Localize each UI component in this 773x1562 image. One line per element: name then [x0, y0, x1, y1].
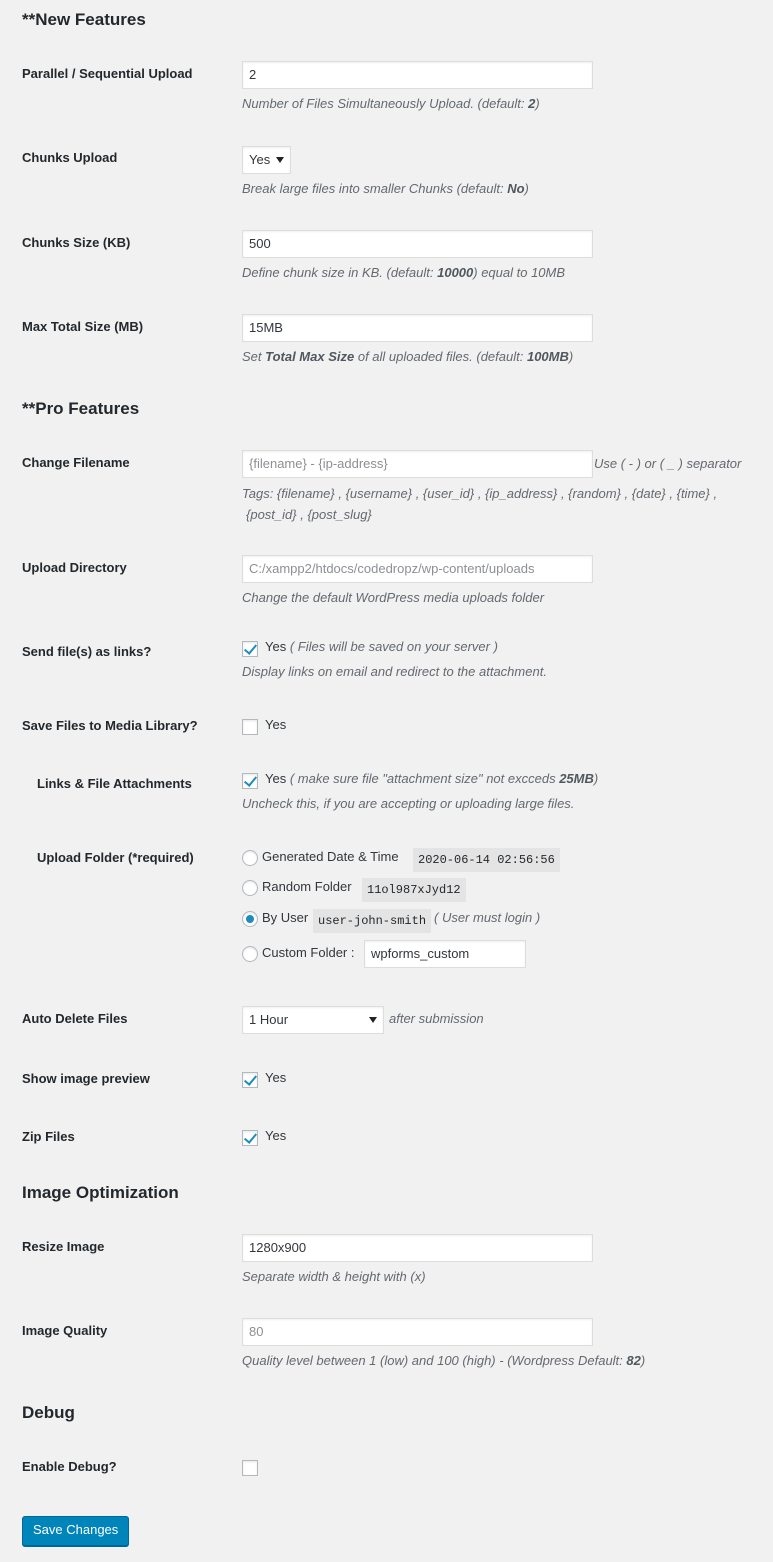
resize-image-description: Separate width & height with (x): [242, 1269, 426, 1284]
upload-directory-label: Upload Directory: [22, 560, 127, 575]
change-filename-label: Change Filename: [22, 455, 130, 470]
links-attachments-label: Links & File Attachments: [37, 776, 192, 791]
chunks-size-input[interactable]: 500: [242, 230, 593, 258]
auto-delete-selected-value: 1 Hour: [249, 1012, 289, 1027]
chunks-size-label: Chunks Size (KB): [22, 235, 131, 250]
chunks-upload-label: Chunks Upload: [22, 150, 118, 165]
chevron-down-icon: [276, 157, 284, 163]
upload-folder-label: Upload Folder (*required): [37, 850, 194, 865]
image-quality-label: Image Quality: [22, 1323, 108, 1338]
change-filename-input[interactable]: {filename} - {ip-address}: [242, 450, 593, 478]
random-folder-code: 11ol987xJyd12: [362, 878, 466, 902]
chunks-size-description: Define chunk size in KB. (default: 10000) equal to 10MB: [242, 265, 566, 280]
resize-image-label: Resize Image: [22, 1239, 105, 1254]
section-title-debug: Debug: [22, 1403, 75, 1422]
radio-generated-date-time-label: Generated Date & Time: [262, 849, 399, 864]
send-links-checkbox[interactable]: [242, 641, 258, 657]
upload-directory-input[interactable]: C:/xampp2/htdocs/codedropz/wp-content/uploads: [242, 555, 593, 583]
save-changes-button[interactable]: Save Changes: [22, 1516, 129, 1546]
resize-image-input[interactable]: 1280x900: [242, 1234, 593, 1262]
section-title-new-features: **New Features: [22, 10, 146, 29]
radio-selected-dot: [246, 915, 254, 923]
checkmark-icon: [244, 1072, 257, 1086]
links-attachments-checkbox[interactable]: [242, 773, 258, 789]
filename-tags-line-2: {post_id} , {post_slug}: [246, 507, 372, 522]
radio-by-user-label: By User: [262, 910, 309, 925]
custom-folder-input[interactable]: wpforms_custom: [364, 940, 526, 968]
parallel-upload-description: Number of Files Simultaneously Upload. (default: 2): [242, 96, 540, 111]
chunks-upload-selected-value: Yes: [249, 152, 271, 167]
image-preview-checkbox[interactable]: [242, 1072, 258, 1088]
chevron-down-icon: [369, 1017, 377, 1023]
max-total-size-description: Set Total Max Size of all uploaded files. (default: 100MB): [242, 349, 574, 364]
image-preview-option: Yes: [265, 1070, 287, 1085]
enable-debug-label: Enable Debug?: [22, 1459, 117, 1474]
radio-generated-date-time[interactable]: [242, 850, 258, 866]
zip-files-checkbox[interactable]: [242, 1130, 258, 1146]
radio-random-folder[interactable]: [242, 880, 258, 896]
by-user-code: user-john-smith: [313, 909, 431, 933]
links-attachments-description: Uncheck this, if you are accepting or uploading large files.: [242, 796, 575, 811]
by-user-note: ( User must login ): [434, 910, 541, 925]
chunks-upload-select[interactable]: [242, 146, 291, 174]
generated-date-time-code: 2020-06-14 02:56:56: [413, 848, 560, 872]
radio-custom-folder-label: Custom Folder :: [262, 945, 355, 960]
enable-debug-checkbox[interactable]: [242, 1460, 258, 1476]
section-title-image-optimization: Image Optimization: [22, 1183, 179, 1202]
image-quality-description: Quality level between 1 (low) and 100 (high) - (Wordpress Default: 82): [242, 1353, 646, 1368]
auto-delete-suffix: after submission: [389, 1011, 484, 1026]
image-preview-label: Show image preview: [22, 1071, 150, 1086]
checkmark-icon: [244, 1130, 257, 1144]
max-total-size-input[interactable]: 15MB: [242, 314, 593, 342]
send-links-description: Display links on email and redirect to the attachment.: [242, 664, 547, 679]
chunks-upload-description: Break large files into smaller Chunks (default: No): [242, 181, 529, 196]
separator-note: Use ( - ) or ( _ ) separator: [594, 456, 742, 471]
zip-files-label: Zip Files: [22, 1129, 75, 1144]
zip-files-option: Yes: [265, 1128, 287, 1143]
section-title-pro-features: **Pro Features: [22, 399, 140, 418]
media-library-option: Yes: [265, 717, 287, 732]
parallel-upload-label: Parallel / Sequential Upload: [22, 66, 193, 81]
radio-random-folder-label: Random Folder: [262, 879, 352, 894]
auto-delete-label: Auto Delete Files: [22, 1011, 128, 1026]
radio-by-user[interactable]: [242, 911, 258, 927]
max-total-size-label: Max Total Size (MB): [22, 319, 144, 334]
image-quality-input[interactable]: 80: [242, 1318, 593, 1346]
auto-delete-select[interactable]: [242, 1006, 384, 1034]
media-library-label: Save Files to Media Library?: [22, 718, 198, 733]
checkmark-icon: [244, 641, 257, 655]
send-links-option: Yes ( Files will be saved on your server ): [265, 639, 498, 654]
links-attachments-option: Yes ( make sure file "attachment size" not excceds 25MB): [265, 771, 599, 786]
send-links-label: Send file(s) as links?: [22, 644, 152, 659]
upload-directory-description: Change the default WordPress media uploads folder: [242, 590, 545, 605]
radio-custom-folder[interactable]: [242, 946, 258, 962]
filename-tags-line-1: Tags: {filename} , {username} , {user_id} , {ip_address} , {random} , {date} , {time} ,: [242, 486, 718, 501]
checkmark-icon: [244, 773, 257, 787]
media-library-checkbox[interactable]: [242, 719, 258, 735]
parallel-upload-input[interactable]: 2: [242, 61, 593, 89]
